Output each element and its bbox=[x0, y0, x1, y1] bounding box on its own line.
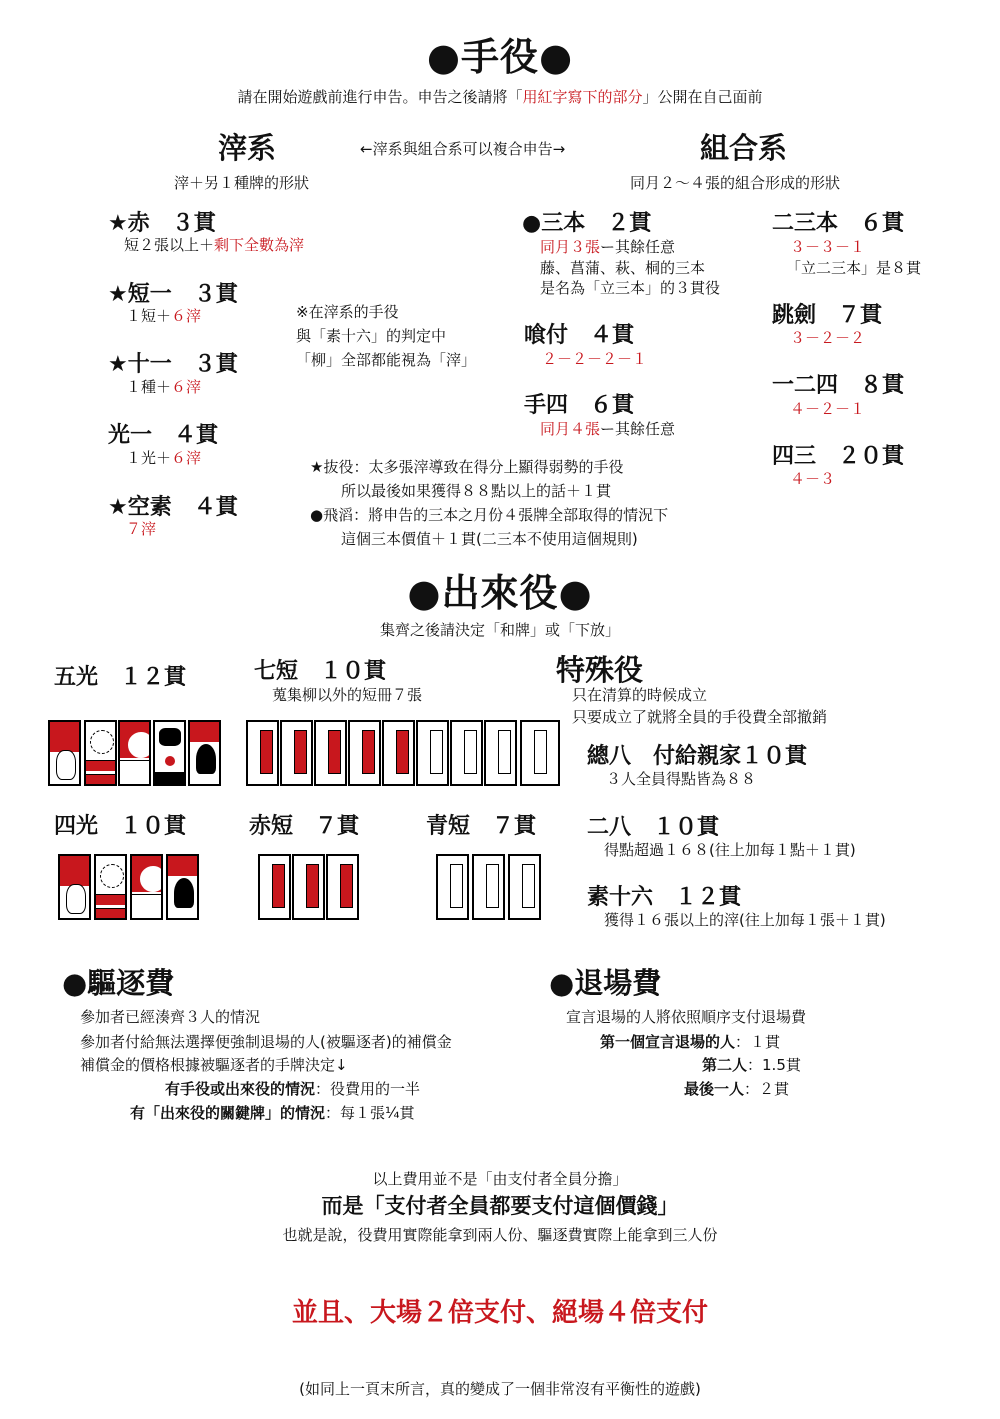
combine-note: ←滓系與組合系可以複合申告→ bbox=[360, 140, 566, 158]
kuchiku-line-2: 參加者付給無法選擇便強制退場的人(被驅逐者)的補償金 bbox=[80, 1033, 452, 1051]
kasu-note-1: ※在滓系的手役 bbox=[296, 303, 399, 321]
special-sujuroku-title: 素十六 １２貫 bbox=[587, 885, 742, 910]
akatan-title: 赤短 ７貫 bbox=[249, 814, 360, 839]
taijo-row-2-label: 第二人 bbox=[702, 1056, 748, 1074]
kasu-item-kuusu-desc bbox=[126, 518, 156, 539]
kuchiku-case-2-label: 有「出來役的關鍵牌」的情況 bbox=[130, 1104, 326, 1122]
kuchiku-title: ●驅逐費 bbox=[62, 966, 175, 1000]
kasu-note-2: 與「素十六」的判定中 bbox=[296, 327, 447, 345]
tanzaku-card-icon bbox=[450, 720, 483, 786]
taijo-row-3-label: 最後一人 bbox=[684, 1080, 745, 1098]
special-desc-1: 只在清算的時候成立 bbox=[572, 686, 708, 704]
special-nihachi-title: 二八 １０貫 bbox=[587, 815, 720, 840]
kasu-item-tanichi-desc-red: ６滓 bbox=[171, 307, 202, 325]
kasu-item-juichi-desc bbox=[126, 376, 201, 397]
teyaku-intro-post: 」公開在自己面前 bbox=[642, 88, 763, 106]
goko-title: 五光 １２貫 bbox=[54, 665, 187, 690]
kasu-item-juichi-desc-pre: １種＋ bbox=[126, 378, 172, 396]
kumi-teshi-line-1-rest: ー其餘任意 bbox=[600, 420, 676, 438]
blue-tanzaku-icon bbox=[508, 854, 541, 920]
kasu-item-tanichi-desc bbox=[126, 305, 201, 326]
kasu-item-aka-title: ★赤 ３貫 bbox=[108, 211, 216, 236]
curtain-card-icon bbox=[94, 854, 127, 920]
red-poetry-tanzaku-icon bbox=[326, 854, 359, 920]
kuchiku-case-2 bbox=[130, 1102, 415, 1123]
kumi-ichinishi-title: 一二四 ８貫 bbox=[772, 373, 905, 398]
tanzaku-card-icon bbox=[280, 720, 313, 786]
kasu-item-aka-desc-red: 剩下全數為滓 bbox=[214, 236, 305, 254]
curtain-card-icon bbox=[84, 720, 117, 786]
rule-tobitou-2: 這個三本價值＋１貫(二三本不使用這個規則) bbox=[341, 530, 638, 548]
special-sohachi-title: 總八 付給親家１０貫 bbox=[587, 744, 808, 769]
blue-tanzaku-icon bbox=[472, 854, 505, 920]
special-sohachi-desc: ３人全員得點皆為８８ bbox=[606, 770, 757, 788]
tanzaku-card-icon bbox=[382, 720, 415, 786]
tanzaku-card-icon bbox=[416, 720, 449, 786]
kuchiku-case-2-value: ：每１張¼貫 bbox=[325, 1104, 415, 1122]
taijo-row-3-value: ：２貫 bbox=[744, 1080, 790, 1098]
teyaku-intro-red: 用紅字寫下的部分 bbox=[522, 88, 643, 106]
kumi-sanbon-line-3: 是名為「立三本」的３貫役 bbox=[540, 279, 721, 297]
special-title: 特殊役 bbox=[556, 653, 644, 687]
kasu-item-aka-desc-pre: 短２張以上＋ bbox=[124, 236, 215, 254]
kasu-item-aka-desc bbox=[124, 234, 304, 255]
rain-card-icon bbox=[153, 720, 186, 786]
dekiyaku-intro: 集齊之後請決定「和牌」或「下放」 bbox=[379, 621, 620, 639]
kuchiku-case-1-value: ：役費用的一半 bbox=[315, 1080, 421, 1098]
aotan-title: 青短 ７貫 bbox=[426, 814, 537, 839]
kasu-item-tanichi-desc-pre: １短＋ bbox=[126, 307, 172, 325]
kasu-note-3: 「柳」全部都能視為「滓」 bbox=[296, 351, 477, 369]
crane-card-icon bbox=[58, 854, 91, 920]
kuchiku-line-3: 補償金的價格根據被驅逐者的手牌決定↓ bbox=[80, 1056, 348, 1074]
nanatan-desc: 蒐集柳以外的短冊７張 bbox=[272, 686, 423, 704]
kasu-item-hikariichi-title: 光一 ４貫 bbox=[108, 423, 219, 448]
kumi-sanbon-line-1-red: 同月３張 bbox=[540, 238, 601, 256]
kumi-kuitsuki-line-1: ２－２－２－１ bbox=[542, 350, 648, 368]
red-poetry-tanzaku-icon bbox=[258, 854, 291, 920]
taijo-row-1 bbox=[600, 1031, 780, 1052]
rule-nukeyaku-1: ★抜役：太多張滓導致在得分上顯得弱勢的手役 bbox=[310, 458, 624, 476]
moon-card-icon bbox=[130, 854, 163, 920]
kumi-desc: 同月２～４張的組合形成的形狀 bbox=[630, 174, 841, 192]
nanatan-title: 七短 １０貫 bbox=[254, 659, 387, 684]
kumi-shisan-line-1: ４－３ bbox=[790, 470, 836, 488]
footer-line-2: 而是「支付者全員都要支付這個價錢」 bbox=[321, 1194, 679, 1218]
kuchiku-case-1-label: 有手役或出來役的情況 bbox=[165, 1080, 316, 1098]
crane-card-icon bbox=[48, 720, 81, 786]
taijo-row-3 bbox=[684, 1078, 789, 1099]
teyaku-intro bbox=[0, 86, 1000, 107]
footer-note: (如同上一頁末所言，真的變成了一個非常沒有平衡性的遊戲) bbox=[299, 1380, 701, 1398]
kumi-teshi-line-1-red: 同月４張 bbox=[540, 420, 601, 438]
kumi-title: 組合系 bbox=[700, 131, 788, 165]
kumi-kuitsuki-title: 喰付 ４貫 bbox=[524, 323, 635, 348]
taijo-desc: 宣言退場的人將依照順序支付退場費 bbox=[566, 1008, 807, 1026]
kasu-item-hikariichi-desc bbox=[126, 447, 201, 468]
special-nihachi-desc: 得點超過１６８(往上加每１點＋１貫) bbox=[604, 841, 856, 859]
kumi-teshi-line-1 bbox=[540, 418, 675, 439]
kumi-haneken-title: 跳劍 ７貫 bbox=[772, 303, 883, 328]
teyaku-title: ●手役● bbox=[426, 35, 574, 79]
kasu-desc: 滓＋另１種牌的形狀 bbox=[174, 174, 310, 192]
kasu-item-kuusu-desc-red: ７滓 bbox=[126, 520, 157, 538]
tanzaku-card-icon bbox=[520, 720, 560, 786]
kumi-haneken-line-1: ３－２－２ bbox=[790, 329, 866, 347]
taijo-row-2 bbox=[702, 1054, 801, 1075]
kasu-title: 滓系 bbox=[218, 131, 277, 165]
phoenix-card-icon bbox=[188, 720, 221, 786]
taijo-row-2-value: ：1.5貫 bbox=[747, 1056, 801, 1074]
kasu-item-kuusu-title: ★空素 ４貫 bbox=[108, 495, 238, 520]
moon-card-icon bbox=[118, 720, 151, 786]
kumi-ichinishi-line-1: ４－２－１ bbox=[790, 400, 866, 418]
kumi-shisan-title: 四三 ２０貫 bbox=[772, 444, 905, 469]
kumi-nisanbon-line-2: 「立二三本」是８貫 bbox=[786, 259, 922, 277]
taijo-title: ●退場費 bbox=[549, 966, 662, 1000]
tanzaku-card-icon bbox=[484, 720, 517, 786]
kasu-item-hikariichi-desc-pre: １光＋ bbox=[126, 449, 172, 467]
phoenix-card-icon bbox=[166, 854, 199, 920]
special-sujuroku-desc: 獲得１６張以上的滓(往上加每１張＋１貫) bbox=[604, 911, 886, 929]
kumi-sanbon-title: ●三本 ２貫 bbox=[522, 211, 652, 236]
rule-tobitou-1: ●飛滔：將申告的三本之月份４張牌全部取得的情況下 bbox=[310, 506, 669, 524]
kumi-nisanbon-title: 二三本 ６貫 bbox=[772, 211, 905, 236]
tanzaku-card-icon bbox=[348, 720, 381, 786]
shiko-title: 四光 １０貫 bbox=[54, 814, 187, 839]
kumi-sanbon-line-1-rest: ー其餘任意 bbox=[600, 238, 676, 256]
footer-line-3: 也就是說，役費用實際能拿到兩人份、驅逐費實際上能拿到三人份 bbox=[282, 1226, 718, 1244]
taijo-row-1-label: 第一個宣言退場的人 bbox=[600, 1033, 736, 1051]
kasu-item-juichi-title: ★十一 ３貫 bbox=[108, 352, 238, 377]
tanzaku-card-icon bbox=[314, 720, 347, 786]
footer-line-1: 以上費用並不是「由支付者全員分擔」 bbox=[372, 1170, 628, 1188]
red-poetry-tanzaku-icon bbox=[292, 854, 325, 920]
taijo-row-1-value: ：１貫 bbox=[735, 1033, 781, 1051]
kasu-item-juichi-desc-red: ６滓 bbox=[171, 378, 202, 396]
dekiyaku-title: ●出來役● bbox=[407, 571, 593, 615]
special-desc-2: 只要成立了就將全員的手役費全部撤銷 bbox=[572, 708, 828, 726]
kumi-sanbon-line-1 bbox=[540, 236, 675, 257]
teyaku-intro-pre: 請在開始遊戲前進行申告。申告之後請將「 bbox=[237, 88, 523, 106]
blue-tanzaku-icon bbox=[436, 854, 469, 920]
kumi-teshi-title: 手四 ６貫 bbox=[524, 393, 635, 418]
kasu-item-tanichi-title: ★短一 ３貫 bbox=[108, 282, 238, 307]
footer-big: 並且、大場２倍支付、絕場４倍支付 bbox=[291, 1298, 708, 1328]
kumi-nisanbon-line-1: ３－３－１ bbox=[790, 238, 866, 256]
kuchiku-case-1 bbox=[165, 1078, 420, 1099]
rule-nukeyaku-2: 所以最後如果獲得８８點以上的話＋１貫 bbox=[341, 482, 612, 500]
kuchiku-line-1: 參加者已經湊齊３人的情況 bbox=[80, 1008, 261, 1026]
kasu-item-hikariichi-desc-red: ６滓 bbox=[171, 449, 202, 467]
tanzaku-card-icon bbox=[246, 720, 279, 786]
kumi-sanbon-line-2: 藤、菖蒲、萩、桐的三本 bbox=[540, 259, 706, 277]
